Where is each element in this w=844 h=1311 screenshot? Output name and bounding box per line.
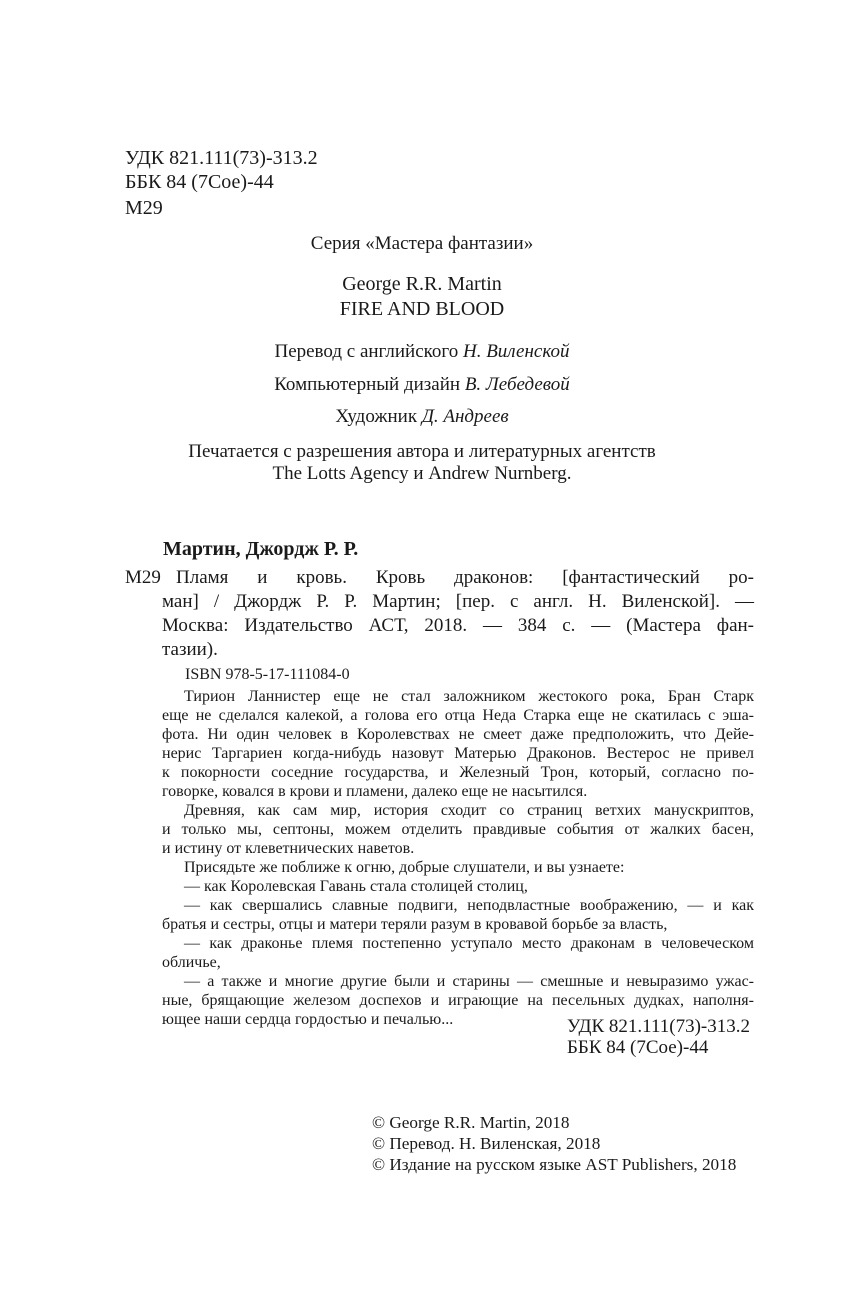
- annotation-line: нерис Таргариен когда-нибудь назовут Матерью Драконов. Вестерос не привел: [162, 745, 754, 762]
- artist-label: Художник: [335, 406, 418, 427]
- design-label: Компьютерный дизайн: [274, 374, 461, 395]
- annotation-line: ющее наши сердца гордостью и печалью...: [162, 1011, 454, 1028]
- author-mark: М29: [125, 197, 163, 219]
- annotation-line: братья и сестры, отцы и матери теряли разум в кровавой борьбе за власть,: [162, 916, 668, 933]
- annotation-line: и только мы, септоны, можем отделить правдивые события от жалких басен,: [162, 821, 754, 838]
- annotation-line: Древняя, как сам мир, история сходит со страниц ветхих манускриптов,: [184, 802, 754, 819]
- series-line: Серия «Мастера фантазии»: [310, 233, 534, 254]
- card-udk-code: УДК 821.111(73)-313.2: [567, 1016, 750, 1037]
- annotation-line: обличье,: [162, 954, 221, 971]
- original-title: FIRE AND BLOOD: [339, 298, 505, 320]
- udk-code: УДК 821.111(73)-313.2: [125, 147, 318, 169]
- isbn: ISBN 978-5-17-111084-0: [185, 666, 350, 683]
- bbk-code: ББК 84 (7Сое)-44: [125, 171, 274, 193]
- copyright-author: © George R.R. Martin, 2018: [372, 1113, 570, 1132]
- designer-name: В. Лебедевой: [464, 374, 570, 395]
- annotation-line: — а также и многие другие были и старины — смешные и невыразимо ужас-: [184, 973, 754, 990]
- artist-credit: [0, 405, 844, 428]
- annotation-line: — как драконье племя постепенно уступало место драконам в человеческом: [184, 935, 754, 952]
- original-author: George R.R. Martin: [342, 273, 502, 295]
- translation-credit: [0, 340, 844, 363]
- card-author-heading: Мартин, Джордж Р. Р.: [163, 538, 359, 560]
- annotation-line: ные, брящающие железом доспехов и играющие на песельных дудках, наполня-: [162, 992, 754, 1009]
- permission-line-1: Печатается с разрешения автора и литературных агентств: [188, 441, 656, 462]
- card-bbk-code: ББК 84 (7Сое)-44: [567, 1037, 709, 1058]
- copyright-translation: © Перевод. Н. Виленская, 2018: [372, 1134, 601, 1153]
- annotation-line: — как свершались славные подвиги, неподвластные воображению, — и как: [184, 897, 754, 914]
- annotation-line: фота. Ни один человек в Королевствах не смеет даже предположить, что Дейе-: [162, 726, 754, 743]
- permission-line-2: The Lotts Agency и Andrew Nurnberg.: [272, 463, 572, 484]
- copyright-edition: © Издание на русском языке AST Publishers, 2018: [372, 1155, 737, 1174]
- artist-name: Д. Андреев: [421, 406, 509, 427]
- annotation-line: еще не сделался калекой, а голова его отца Неда Старка еще не скатилась с эша-: [162, 707, 754, 724]
- annotation-line: и истину от клеветнических наветов.: [162, 840, 415, 857]
- card-line-4: тазии).: [162, 639, 218, 660]
- card-line-2: ман] / Джордж Р. Р. Мартин; [пер. с англ. Н. Виленской]. —: [162, 591, 754, 612]
- design-credit: [0, 373, 844, 396]
- annotation: [162, 687, 754, 1029]
- translation-label: Перевод с английского: [274, 341, 459, 362]
- card-line-1: Пламя и кровь. Кровь драконов: [фантастический ро-: [176, 567, 754, 588]
- translator-name: Н. Виленской: [462, 341, 570, 362]
- annotation-line: к покорности соседние государства, и Железный Трон, который, согласно по-: [162, 764, 754, 781]
- annotation-line: говорке, ковался в крови и пламени, далеко еще не насытился.: [162, 783, 588, 800]
- card-line-3: Москва: Издательство АСТ, 2018. — 384 с. — (Мастера фан-: [162, 615, 754, 636]
- card-mark: М29: [125, 567, 161, 588]
- annotation-line: Присядьте же поближе к огню, добрые слушатели, и вы узнаете:: [184, 859, 625, 876]
- annotation-line: Тирион Ланнистер еще не стал заложником жестокого рока, Бран Старк: [184, 688, 754, 705]
- annotation-line: — как Королевская Гавань стала столицей столиц,: [184, 878, 528, 895]
